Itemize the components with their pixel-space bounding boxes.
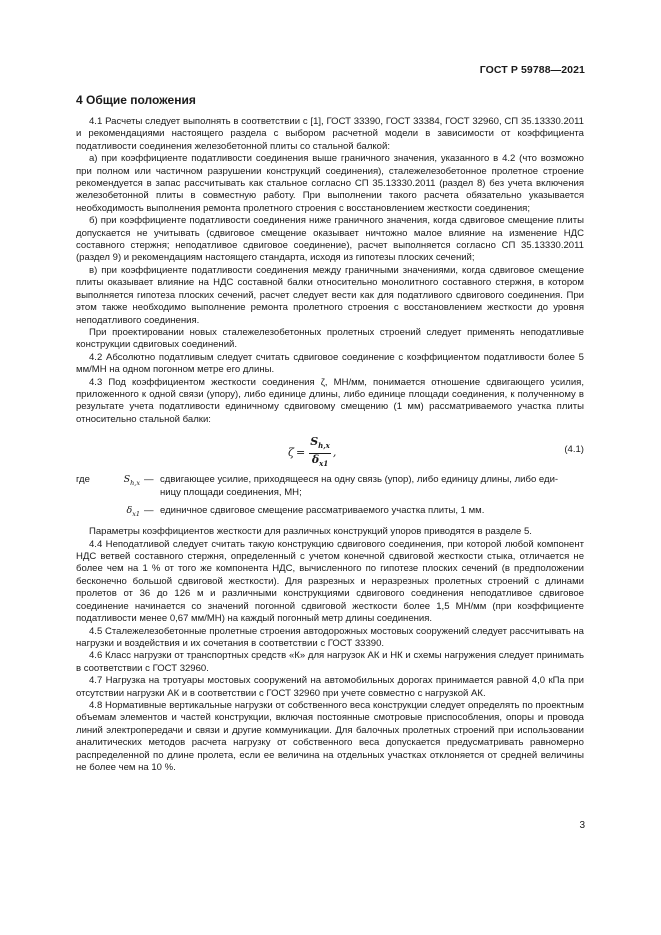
section-title: 4 Общие положения bbox=[76, 93, 196, 107]
formula-4-1 bbox=[76, 430, 584, 468]
paragraph-4-1-b: б) при коэффициенте податливости соединения ниже граничного значения, когда сдвиговое смещение плиты допускается не учитывать (сдвиговое смещение оказывает ничтожно малое влияние на изменение НДС составного стержня; неподатливое сдвиговое соединение), расчет выполняется согласно СП 35.13330.2011 (раздел 9) и рекомендациям настоящего стандарта, исходя из гипотезы плоских сечений; bbox=[76, 215, 584, 264]
where-block bbox=[76, 474, 584, 520]
formula-equals: = bbox=[295, 446, 306, 460]
paragraph-4-3: 4.3 Под коэффициентом жесткости соединения ζ, МН/мм, понимается отношение сдвигающего усилия, приложенного к одной связи (упору), либо единице длины, либо единице площади соединения, к полученному в результате учета податливости единичному сдвиговому смещению (1 мм) рассматриваемого участка плиты относительно стальной балки: bbox=[76, 376, 584, 425]
paragraph-4-1-v: в) при коэффициенте податливости соединения между граничными значениями, когда сдвиговое смещение плиты оказывает влияние на НДС составной балки относительно монолитного составного стержня, в котором выполняется гипотеза плоских сечений, расчет следует вести как для податливого сдвигового соединения. При этом также необходимо выполнение ремонта пролетного строения с восстановлением жесткости до уровня неподатливого соединения. bbox=[76, 264, 584, 326]
formula-number: (4.1) bbox=[564, 444, 584, 456]
paragraph-4-1-a: а) при коэффициенте податливости соединения выше граничного значения, указанного в 4.2 (что возможно при полном или частичном разрушении конструкций соединения), сталежелезобетонное пролетное строение рекомендуется в запас рассчитывать как стальное согласно СП 35.13330.2011 (раздел 8) без учета включения железобетонной плиты в совместную работу. При выполнении такого расчета обязательно указывается необходимость выполнения ремонта пролетного строения с восстановлением жесткости соединения; bbox=[76, 153, 584, 214]
paragraph-stiffness-params: Параметры коэффициентов жесткости для различных конструкций упоров приводятся в разделе 5. bbox=[89, 526, 532, 538]
standard-header: ГОСТ Р 59788—2021 bbox=[479, 64, 585, 76]
paragraph-4-4: 4.4 Неподатливой следует считать такую конструкцию сдвигового соединения, при которой любой компонент НДС ветвей составного стержня, определенный с учетом конечной сдвиговой жесткости стыка, отличается не более чем на 1 % от того же компонента НДС, вычисленного по гипотезе плоских сечений (в предположении бесконечно большой сдвиговой жесткости). Для разрезных и неразрезных пролетных строений с длинами пролетов от 36 до 126 м и различными конструкциями сдвигового соединения неподатливое сдвиговое соединение начинается со значений погонной сдвиговой жесткости более 1,5 МН/мм (при коэффициенте податливости менее 0,67 мм/МН) на каждый погонный метр длины соединения. bbox=[76, 538, 584, 625]
where-definition-delta: — единичное сдвиговое смещение рассматриваемого участка плиты, 1 мм. bbox=[144, 504, 485, 516]
where-symbol-s: $S_{h,x}$ bbox=[123, 474, 140, 488]
paragraph-4-6: 4.6 Класс нагрузки от транспортных средств «К» для нагрузок АК и НК и схемы нагружения следует принимать в соответствии с ГОСТ 32960. bbox=[76, 650, 584, 674]
paragraph-new-design: При проектировании новых сталежелезобетонных пролетных строений следует применять неподатливые конструкции сдвиговых соединений. bbox=[76, 326, 584, 351]
where-definition-s: — сдвигающее усилие, приходящееся на одну связь (упор), либо единицу длины, либо еди- ницу площади соединения, МН; bbox=[144, 474, 559, 498]
paragraph-4-1: 4.1 Расчеты следует выполнять в соответствии с [1], ГОСТ 33390, ГОСТ 33384, ГОСТ 32960, СП 35.13330.2011 и рекомендациями настоящего раздела с выбором расчетной модели в зависимости от коэффициента податливости соединения железобетонной плиты со стальной балкой: bbox=[76, 116, 584, 152]
formula-denominator: $\delta_{x1}$ bbox=[311, 452, 329, 468]
formula-fraction bbox=[309, 436, 331, 470]
paragraph-4-7: 4.7 Нагрузка на тротуары мостовых сооружений на автомобильных дорогах принимается равной 4,0 кПа при отсутствии нагрузки АК и в соответствии с ГОСТ 32960 при учете совместно с нагрузкой АК. bbox=[76, 675, 584, 699]
where-symbol-delta: $\delta_{x1}$ bbox=[126, 504, 140, 518]
formula-comma: , bbox=[332, 446, 337, 460]
formula-lhs: ζ bbox=[288, 446, 294, 460]
document-body bbox=[76, 116, 584, 774]
formula-expression bbox=[288, 436, 336, 470]
formula-numerator: $S_{h,x}$ bbox=[309, 436, 331, 454]
where-label: где bbox=[76, 474, 90, 486]
page-number: 3 bbox=[579, 820, 585, 831]
paragraph-4-5: 4.5 Сталежелезобетонные пролетные строения автодорожных мостовых сооружений следует рассчитывать на нагрузки и воздействия и их сочетания в соответствии с ГОСТ 33390. bbox=[76, 625, 584, 649]
paragraph-4-8: 4.8 Нормативные вертикальные нагрузки от собственного веса конструкции следует определять по проектным объемам элементов и частей конструкции, включая постоянные смотровые приспособления, опоры и провода линий электропередачи и связи и другие коммуникации. Для балочных пролетных строений при использовании аналитических методов расчета нагрузку от собственного веса допускается предусматривать равномерно распределенной по длине пролета, если ее величина на отдельных участках отклоняется от средней величины не более чем на 10 %. bbox=[76, 699, 584, 773]
paragraph-4-2: 4.2 Абсолютно податливым следует считать сдвиговое соединение с коэффициентом податливости более 5 мм/МН на одном погонном метре его длины. bbox=[76, 351, 584, 376]
